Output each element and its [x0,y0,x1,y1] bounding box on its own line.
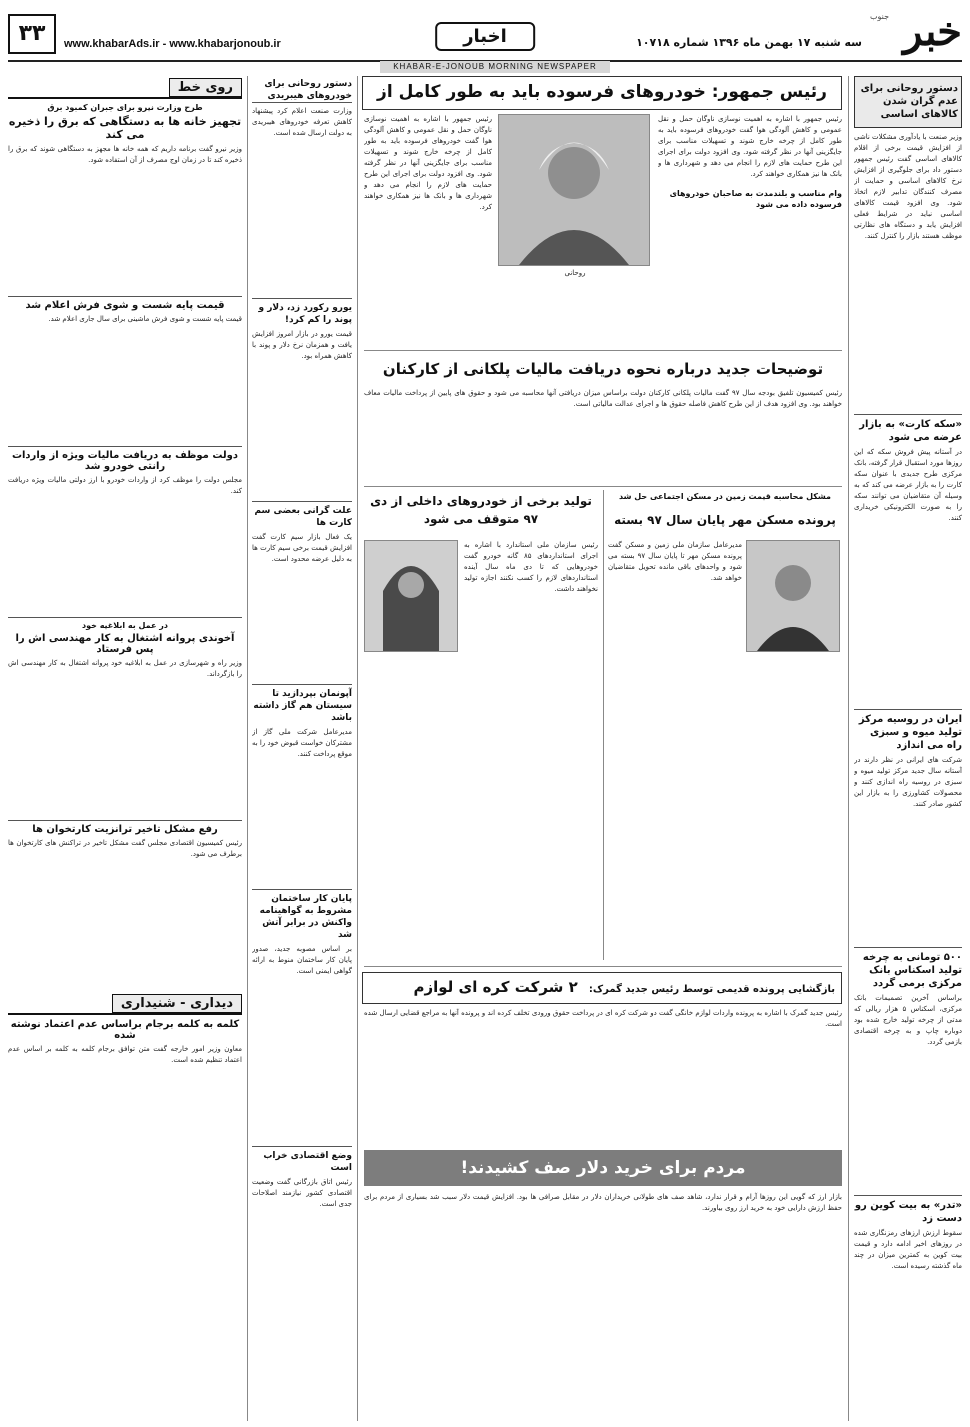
housing-headline[interactable]: پرونده مسکن مهر پایان سال ۹۷ بسته [614,513,836,527]
right-story-1 [854,76,962,128]
article-text: قیمت یورو در بازار امروز افزایش یافت و همزمان نرخ دلار و پوند با کاهش همراه بود. [252,330,352,360]
bottom-headline[interactable]: ۲ شرکت کره ای لوازم [413,978,578,996]
housing-headline-area [608,508,842,532]
car-headline-area [364,490,598,536]
headline: تجهیز خانه ها به دستگاهی که برق را ذخیره می کند [8,115,242,141]
headline: رفع مشکل تاخیر ترانزیت کارتخوان ها [8,820,242,835]
article-text: بر اساس مصوبه جدید، صدور پایان کار ساختمان منوط به ارائه گواهی ایمنی است. [252,945,352,975]
lead-text-left [364,114,492,304]
column-divider [603,490,604,960]
lead-headline[interactable]: رئیس جمهور: خودروهای فرسوده باید به طور کامل از [377,82,827,102]
car-photo [364,540,458,652]
strapline: KHABAR-E-JONOUB MORNING NEWSPAPER [380,61,610,73]
article-text: وزیر نیرو گفت برنامه داریم که همه خانه ها مجهز به دستگاهی شوند که برق را ذخیره کند تا در زمان اوج مصرف از آن استفاده شود. [8,145,242,164]
article-text: معاون وزیر امور خارجه گفت متن توافق برجام کلمه به کلمه بر اساس عدم اعتماد تنظیم شده است. [8,1045,242,1064]
housing-body [608,540,742,960]
right-column [854,76,962,1421]
headline: ایران در روسیه مرکز تولید میوه و سبزی راه می اندازد [854,709,962,752]
headline: پایان کار ساختمان مشروط به گواهینامه واکنش در برابر آتش شد [252,889,352,941]
headline: دستور روحانی برای خودروهای هیبریدی [252,78,352,103]
article-text: وزارت صنعت اعلام کرد پیشنهاد کاهش تعرفه خودروهای هیبریدی به دولت ارسال شده است. [252,107,352,137]
kicker: در عمل به ابلاغیه خود [8,617,242,630]
dollar-body [364,1192,842,1418]
section-box-header [8,992,242,1015]
headline: آخوندی پروانه اشتغال به کار مهندسی اش را پس فرستاد [15,633,235,655]
car-headline[interactable]: تولید برخی از خودروهای داخلی از دی ۹۷ متوقف می شود [370,494,592,526]
photo-caption: روحانی [564,269,586,277]
article-text: رئیس سازمان ملی استاندارد با اشاره به اجرای استانداردهای ۸۵ گانه خودرو گفت خودروهایی که تا دی ماه سال آینده استانداردهای لازم را کسب نکنند اجازه تولید نخواهند داشت. [464,541,598,593]
portrait-illustration [365,541,457,651]
dollar-headline[interactable]: مردم برای خرید دلار صف کشیدند! [460,1158,746,1178]
section-divider [364,350,842,351]
article-text: یک فعال بازار سیم کارت گفت افزایش قیمت برخی سیم کارت ها به دلیل عرضه محدود است. [252,533,352,563]
portrait-illustration [499,115,649,265]
article-text: رئیس جدید گمرک با اشاره به پرونده واردات لوازم خانگی گفت دو شرکت کره ای در پرداخت حقوق ورودی تخلف کرده اند و پرونده آنها به مراجع قضایی ارسال شده است. [364,1009,842,1028]
subhead: وام مناسب و بلندمدت به صاحبان خودروهای فرسوده داده می شود [669,189,842,209]
article-text: سقوط ارزش ارزهای رمزنگاری شده در روزهای اخیر ادامه دارد و قیمت بیت کوین به کمترین میزان در چند ماه گذشته رسیده است. [854,1229,962,1270]
article-text: رئیس جمهور با اشاره به اهمیت نوسازی ناوگان حمل و نقل عمومی و کاهش آلودگی هوا گفت خودروهای فرسوده باید به طور کامل از چرخه خارج شوند و تسهیلات مناسب برای جایگزینی آنها در نظر گرفته شود. وی افزود دولت برای اجرای این طرح حمایت های لازم را انجام می دهد و شهرداری ها و بانک ها نیز همکاری خواهند کرد. [658,115,842,178]
kicker: مشکل محاسبه قیمت زمین در مسکن اجتماعی حل شد [619,492,831,501]
headline: «تدر» به بیت کوین رو دست زد [854,1195,962,1225]
logo-subtitle: جنوب [870,12,890,21]
tax-headline[interactable]: توضیحات جدید درباره نحوه دریافت مالیات پلکانی از کارکنان [382,360,824,378]
issue-date: سه شنبه ۱۷ بهمن ماه ۱۳۹۶ شماره ۱۰۷۱۸ [636,36,862,49]
lead-photo-caption-area [500,268,650,304]
headline: یورو رکورد زد، دلار و پوند را کم کرد! [252,298,352,326]
headline: «سکه کارت» به بازار عرضه می شود [854,414,962,444]
article-text: شرکت های ایرانی در نظر دارند در آستانه سال جدید مرکز تولید میوه و سبزی در روسیه راه اندازی کنند و محصولات کشاورزی را به بازار این کشور صادر کنند. [854,756,962,808]
housing-photo [746,540,840,652]
article-text: مدیرعامل شرکت ملی گاز از مشترکان خواست قبوض خود را به موقع پرداخت کنند. [252,728,352,758]
section-badge: روی خط [169,78,242,97]
article-text: رئیس جمهور با اشاره به اهمیت نوسازی ناوگان حمل و نقل عمومی و کاهش آلودگی هوا گفت خودروهای فرسوده باید به طور کامل از چرخه خارج شوند و تسهیلات مناسب برای جایگزینی آنها در نظر گرفته شود. وی افزود دولت برای اجرای این طرح حمایت های لازم را انجام می دهد و شهرداری ها و بانک ها نیز همکاری خواهند کرد. [364,115,492,211]
article-text: رئیس اتاق بازرگانی گفت وضعیت اقتصادی کشور نیازمند اصلاحات جدی است. [252,1178,352,1208]
tax-headline-area [364,357,842,383]
headline: دستور روحانی برای عدم گران شدن کالاهای اساسی [860,83,958,120]
section-divider [364,966,842,967]
kicker: طرح وزارت نیرو برای جبران کمبود برق [47,103,203,112]
article-text: مجلس دولت را موظف کرد از واردات خودرو با ارز دولتی مالیات ویژه دریافت کند. [8,476,242,495]
tax-body [364,388,842,483]
logo-wordmark: خبر [903,8,962,55]
article-text: مدیرعامل سازمان ملی زمین و مسکن گفت پرونده مسکن مهر تا پایان سال ۹۷ بسته می شود و واحدهای باقی مانده تحویل متقاضیان خواهد شد. [608,541,742,582]
headline: علت گرانی بعضی سم کارت ها [252,501,352,529]
headline: کلمه به کلمه برجام براساس عدم اعتماد نوشته شده [10,1019,240,1041]
section-box-header [8,76,242,99]
website-links[interactable]: www.khabarAds.ir - www.khabarjonoub.ir [64,38,281,50]
headline: ۵۰۰ تومانی به چرخه تولید اسکناس بانک مرکزی برمی گردد [854,947,962,990]
article-text: وزیر راه و شهرسازی در عمل به ابلاغیه خود پروانه اشتغال به کار مهندسی اش را بازگرداند. [8,659,242,678]
headline: دولت موظف به دریافت مالیات ویژه از واردات رانتی خودرو شد [8,446,242,472]
lead-text-right [658,114,842,304]
portrait-illustration [747,541,839,651]
section-title: اخبار [435,22,535,51]
column-divider [848,76,849,1421]
article-text: رئیس کمیسیون اقتصادی مجلس گفت مشکل تاخیر در تراکنش های کارتخوان ها برطرف می شود. [8,839,242,858]
article-text: رئیس کمیسیون تلفیق بودجه سال ۹۷ گفت مالیات پلکانی کارکنان دولت براساس میزان دریافتی آنها محاسبه می شود و حقوق های پایین از پرداخت مالیات معاف خواهند بود. وی افزود هدف از این طرح کاهش فاصله حقوق ها و اجرای عدالت مالیاتی است. [364,389,842,408]
article-text: براساس آخرین تصمیمات بانک مرکزی، اسکناس ۵ هزار ریالی که مدتی از چرخه تولید خارج شده بود دوباره چاپ و به چرخه اقتصادی بازمی گردد. [854,994,962,1046]
headline: وضع اقتصادی خراب است [252,1146,352,1174]
newspaper-logo[interactable] [870,8,962,58]
column-divider [247,76,248,1421]
bottom-headline-box [362,972,842,1004]
dollar-headline-banner [364,1150,842,1186]
section-badge: دیداری - شنیداری [112,994,242,1013]
lead-headline-box [362,76,842,110]
lead-photo [498,114,650,266]
masthead [8,8,962,62]
section-divider [364,486,842,487]
article-text: وزیر صنعت با یادآوری مشکلات ناشی از افزایش قیمت برخی از اقلام کالاهای اساسی گفت رئیس جمهور دستور داد برای جلوگیری از افزایش نرخ کالاهای اساسی و حمایت از مصرف کنندگان تدابیر لازم اتخاذ شود. وی افزود قیمت کالاهای اساسی نباید در شرایط فعلی افزایش یابد و دستگاه های نظارتی موظف هستند بازار را کنترل کنند. [854,133,962,240]
middle-column [252,76,352,1421]
page-number: ۳۳ [8,14,56,54]
left-column [8,76,242,1421]
column-divider [357,76,358,1421]
kicker: بازگشایی پرونده قدیمی توسط رئیس جدید گمرک: [588,984,835,995]
article-text: در آستانه پیش فروش سکه که این روزها مورد استقبال قرار گرفته، بانک مرکزی طرح جدیدی با عنوان سکه کارت را به بازار عرضه می کند که به وسیله آن متقاضیان می توانند سکه را به صورت الکترونیکی خریداری کنند. [854,448,962,522]
article-text: قیمت پایه شست و شوی فرش ماشینی برای سال جاری اعلام شد. [48,315,242,323]
headline: قیمت پایه شست و شوی فرش اعلام شد [8,296,242,311]
headline: آپونمان بپردازید تا سیستان هم گاز داشته باشد [252,684,352,724]
bottom-body [364,1008,842,1148]
car-body [464,540,598,960]
article-text: بازار ارز که گویی این روزها آرام و قرار ندارد، شاهد صف های طولانی خریداران دلار در مقابل صرافی ها بود. افزایش قیمت دلار سبب شد بسیاری از مردم برای حفظ ارزش دارایی خود به خرید ارز روی بیاورند. [364,1193,842,1212]
